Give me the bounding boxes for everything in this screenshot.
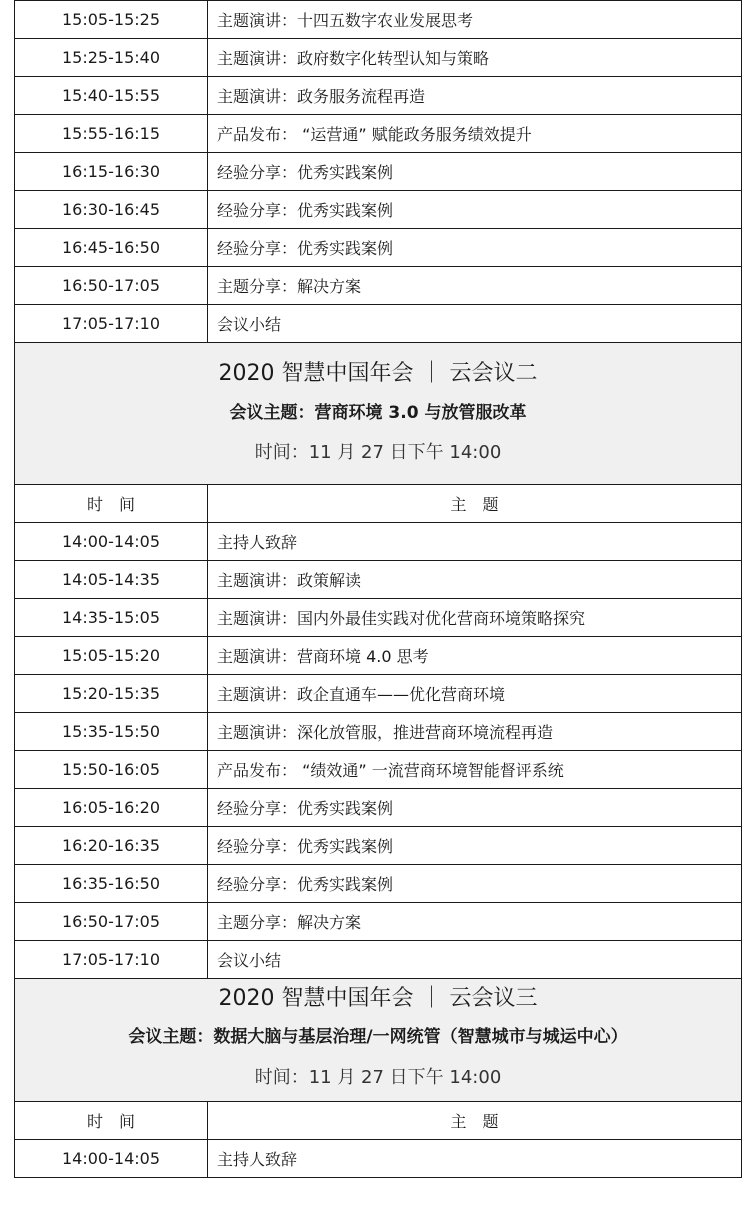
time-cell: 16:05-16:20 [15,789,208,827]
topic-cell: 主题演讲：深化放管服，推进营商环境流程再造 [208,713,742,751]
time-cell: 15:20-15:35 [15,675,208,713]
topic-cell: 经验分享：优秀实践案例 [208,191,742,229]
time-cell: 15:40-15:55 [15,77,208,115]
table-row [15,115,742,153]
table-row [15,941,742,979]
session-title: 2020 智慧中国年会 ｜ 云会议三 [218,986,538,1011]
topic-cell: 主持人致辞 [208,1140,742,1178]
time-cell: 14:00-14:05 [15,1140,208,1178]
header-topic: 主 题 [208,1102,742,1140]
time-cell: 15:25-15:40 [15,39,208,77]
topic-cell: 经验分享：优秀实践案例 [208,827,742,865]
topic-cell: 主题分享：解决方案 [208,903,742,941]
topic-cell: 产品发布： “绩效通” 一流营商环境智能督评系统 [208,751,742,789]
time-cell: 16:30-16:45 [15,191,208,229]
time-cell: 15:05-15:25 [15,1,208,39]
topic-cell: 主题演讲：政务服务流程再造 [208,77,742,115]
agenda-sheet [14,0,742,1178]
topic-cell: 主题演讲：政策解读 [208,561,742,599]
topic-cell: 会议小结 [208,941,742,979]
topic-cell: 主题演讲：十四五数字农业发展思考 [208,1,742,39]
header-topic: 主 题 [208,485,742,523]
table-row [15,229,742,267]
time-cell: 15:05-15:20 [15,637,208,675]
topic-cell: 经验分享：优秀实践案例 [208,789,742,827]
topic-cell: 会议小结 [208,305,742,343]
time-cell: 17:05-17:10 [15,305,208,343]
time-cell: 16:50-17:05 [15,903,208,941]
time-cell: 16:15-16:30 [15,153,208,191]
session-theme: 会议主题：营商环境 3.0 与放管服改革 [229,402,527,423]
time-cell: 15:55-16:15 [15,115,208,153]
session-title: 2020 智慧中国年会 ｜ 云会议二 [218,360,538,386]
table-header-row [15,485,742,523]
table-row [15,523,742,561]
session-banner-cell [15,979,742,1102]
table-row [15,827,742,865]
topic-cell: 产品发布： “运营通” 赋能政务服务绩效提升 [208,115,742,153]
agenda-table [14,0,742,1178]
session-banner [15,979,742,1102]
topic-cell: 主题演讲：政企直通车——优化营商环境 [208,675,742,713]
table-row [15,865,742,903]
table-row [15,1,742,39]
time-cell: 17:05-17:10 [15,941,208,979]
table-row [15,267,742,305]
topic-cell: 主持人致辞 [208,523,742,561]
topic-cell: 经验分享：优秀实践案例 [208,229,742,267]
time-cell: 16:50-17:05 [15,267,208,305]
table-row [15,713,742,751]
session-theme: 会议主题：数据大脑与基层治理/一网统管（智慧城市与城运中心） [128,1027,628,1047]
topic-cell: 主题演讲：政府数字化转型认知与策略 [208,39,742,77]
time-cell: 16:45-16:50 [15,229,208,267]
time-cell: 14:05-14:35 [15,561,208,599]
table-row [15,305,742,343]
table-row [15,1140,742,1178]
table-row [15,561,742,599]
session-banner-cell [15,343,742,485]
time-cell: 16:35-16:50 [15,865,208,903]
table-row [15,751,742,789]
table-row [15,77,742,115]
table-row [15,39,742,77]
table-row [15,675,742,713]
table-row [15,599,742,637]
table-row [15,637,742,675]
table-row [15,789,742,827]
session-time: 时间：11 月 27 日下午 14:00 [254,1067,502,1088]
topic-cell: 主题演讲：营商环境 4.0 思考 [208,637,742,675]
time-cell: 14:00-14:05 [15,523,208,561]
table-row [15,903,742,941]
time-cell: 15:50-16:05 [15,751,208,789]
header-time: 时 间 [15,1102,208,1140]
topic-cell: 主题演讲：国内外最佳实践对优化营商环境策略探究 [208,599,742,637]
time-cell: 15:35-15:50 [15,713,208,751]
topic-cell: 主题分享：解决方案 [208,267,742,305]
topic-cell: 经验分享：优秀实践案例 [208,153,742,191]
topic-cell: 经验分享：优秀实践案例 [208,865,742,903]
header-time: 时 间 [15,485,208,523]
time-cell: 16:20-16:35 [15,827,208,865]
table-header-row [15,1102,742,1140]
table-row [15,191,742,229]
session-time: 时间：11 月 27 日下午 14:00 [254,441,502,463]
session-banner [15,343,742,485]
time-cell: 14:35-15:05 [15,599,208,637]
table-row [15,153,742,191]
